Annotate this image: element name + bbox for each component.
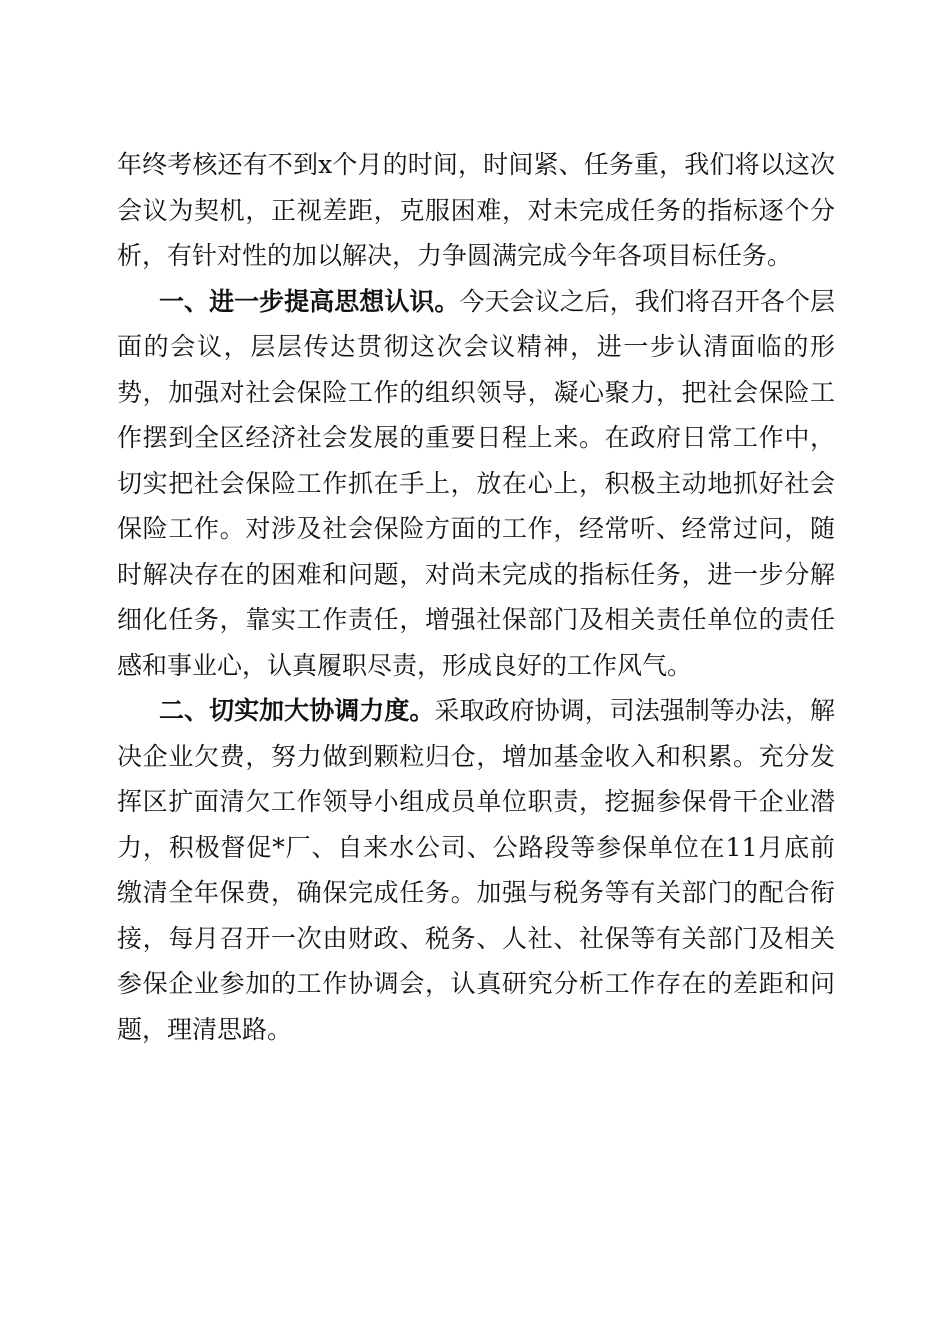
paragraph-section-1 — [117, 279, 835, 689]
paragraph-section-2 — [117, 688, 835, 1052]
paragraph-intro-text: 年终考核还有不到x个月的时间，时间紧、任务重，我们将以这次会议为契机，正视差距，克服困难，对未完成任务的指标逐个分析，有针对性的加以解决，力争圆满完成今年各项目标任务。 — [117, 150, 835, 270]
section-2-text: 采取政府协调，司法强制等办法，解决企业欠费，努力做到颗粒归仓，增加基金收入和积累。充分发挥区扩面清欠工作领导小组成员单位职责，挖掘参保骨干企业潜力，积极督促*厂、自来水公司、公路段等参保单位在11月底前缴清全年保费，确保完成任务。加强与税务等有关部门的配合衔接，每月召开一次由财政、税务、人社、社保等有关部门及相关参保企业参加的工作协调会，认真研究分析工作存在的差距和问题，理清思路。 — [117, 696, 835, 1044]
section-1-heading: 一、进一步提高思想认识。 — [159, 286, 460, 316]
paragraph-intro — [117, 142, 835, 279]
section-1-text: 今天会议之后，我们将召开各个层面的会议，层层传达贯彻这次会议精神，进一步认清面临的形势，加强对社会保险工作的组织领导，凝心聚力，把社会保险工作摆到全区经济社会发展的重要日程上来。在政府日常工作中，切实把社会保险工作抓在手上，放在心上，积极主动地抓好社会保险工作。对涉及社会保险方面的工作，经常听、经常过问，随时解决存在的困难和问题，对尚未完成的指标任务，进一步分解细化任务，靠实工作责任，增强社保部门及相关责任单位的责任感和事业心，认真履职尽责，形成良好的工作风气。 — [117, 286, 835, 680]
section-2-heading: 二、切实加大协调力度。 — [159, 696, 435, 725]
document-body — [117, 142, 835, 1052]
